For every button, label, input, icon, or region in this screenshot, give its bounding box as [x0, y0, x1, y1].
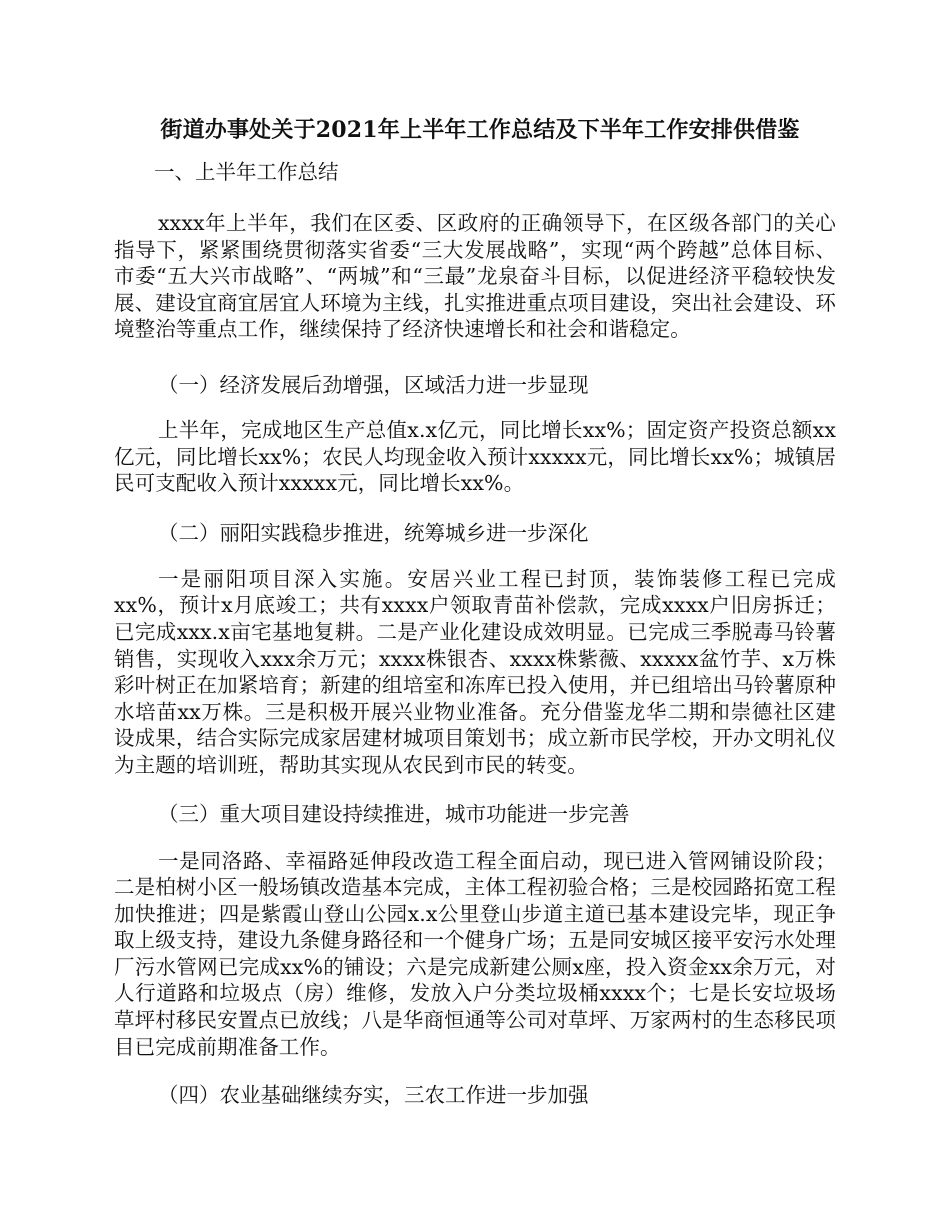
subsection-heading-1: （一）经济发展后劲增强，区域活力进一步显现 — [158, 372, 589, 397]
intro-paragraph: xxxx年上半年，我们在区委、区政府的正确领导下，在区级各部门的关心指导下，紧紧围绕贯彻落实省委“三大发展战略”，实现“两个跨越”总体目标、市委“五大兴市战略”、“两城”和“三最”龙泉奋斗目标，以促进经济平稳较快发展、建设宜商宜居宜人环境为主线，扎实推进重点项目建设，突出社会建设、环境整治等重点工作，继续保持了经济快速增长和社会和谐稳定。 — [114, 211, 836, 342]
section-heading: 一、上半年工作总结 — [154, 160, 339, 184]
subsection-paragraph-1: 上半年，完成地区生产总值x.x亿元，同比增长xx%；固定资产投资总额xx亿元，同比增长xx%；农民人均现金收入预计xxxxx元，同比增长xx%；城镇居民可支配收入预计xxxxx元，同比增长xx%。 — [114, 417, 836, 496]
subsection-paragraph-3: 一是同洛路、幸福路延伸段改造工程全面启动，现已进入管网铺设阶段；二是柏树小区一般场镇改造基本完成，主体工程初验合格；三是校园路拓宽工程加快推进；四是紫霞山登山公园x.x公里登山步道主道已基本建设完毕，现正争取上级支持，建设九条健身路径和一个健身广场；五是同安城区接平安污水处理厂污水管网已完成xx%的铺设；六是完成新建公厕x座，投入资金xx余万元，对人行道路和垃圾点（房）维修，发放入户分类垃圾桶xxxx个；七是长安垃圾场草坪村移民安置点已放线；八是华商恒通等公司对草坪、万家两村的生态移民项目已完成前期准备工作。 — [114, 848, 836, 1059]
document-page — [114, 112, 836, 1111]
subsection-heading-4: （四）农业基础继续夯实，三农工作进一步加强 — [158, 1083, 589, 1108]
subsection-heading-2: （二）丽阳实践稳步推进，统筹城乡进一步深化 — [158, 520, 589, 545]
subsection-heading-3: （三）重大项目建设持续推进，城市功能进一步完善 — [158, 801, 630, 826]
document-title: 街道办事处关于2021年上半年工作总结及下半年工作安排供借鉴 — [160, 117, 800, 143]
subsection-paragraph-2: 一是丽阳项目深入实施。安居兴业工程已封顶，装饰装修工程已完成xx%，预计x月底竣工；共有xxxx户领取青苗补偿款，完成xxxx户旧房拆迁；已完成xxx.x亩宅基地复耕。二是产业化建设成效明显。已完成三季脱毒马铃薯销售，实现收入xxx余万元；xxxx株银杏、xxxx株紫薇、xxxxx盆竹芋、x万株彩叶树正在加紧培育；新建的组培室和冻库已投入使用，并已组培出马铃薯原种水培苗xx万株。三是积极开展兴业物业准备。充分借鉴龙华二期和崇德社区建设成果，结合实际完成家居建材城项目策划书；成立新市民学校，开办文明礼仪为主题的培训班，帮助其实现从农民到市民的转变。 — [114, 566, 836, 777]
